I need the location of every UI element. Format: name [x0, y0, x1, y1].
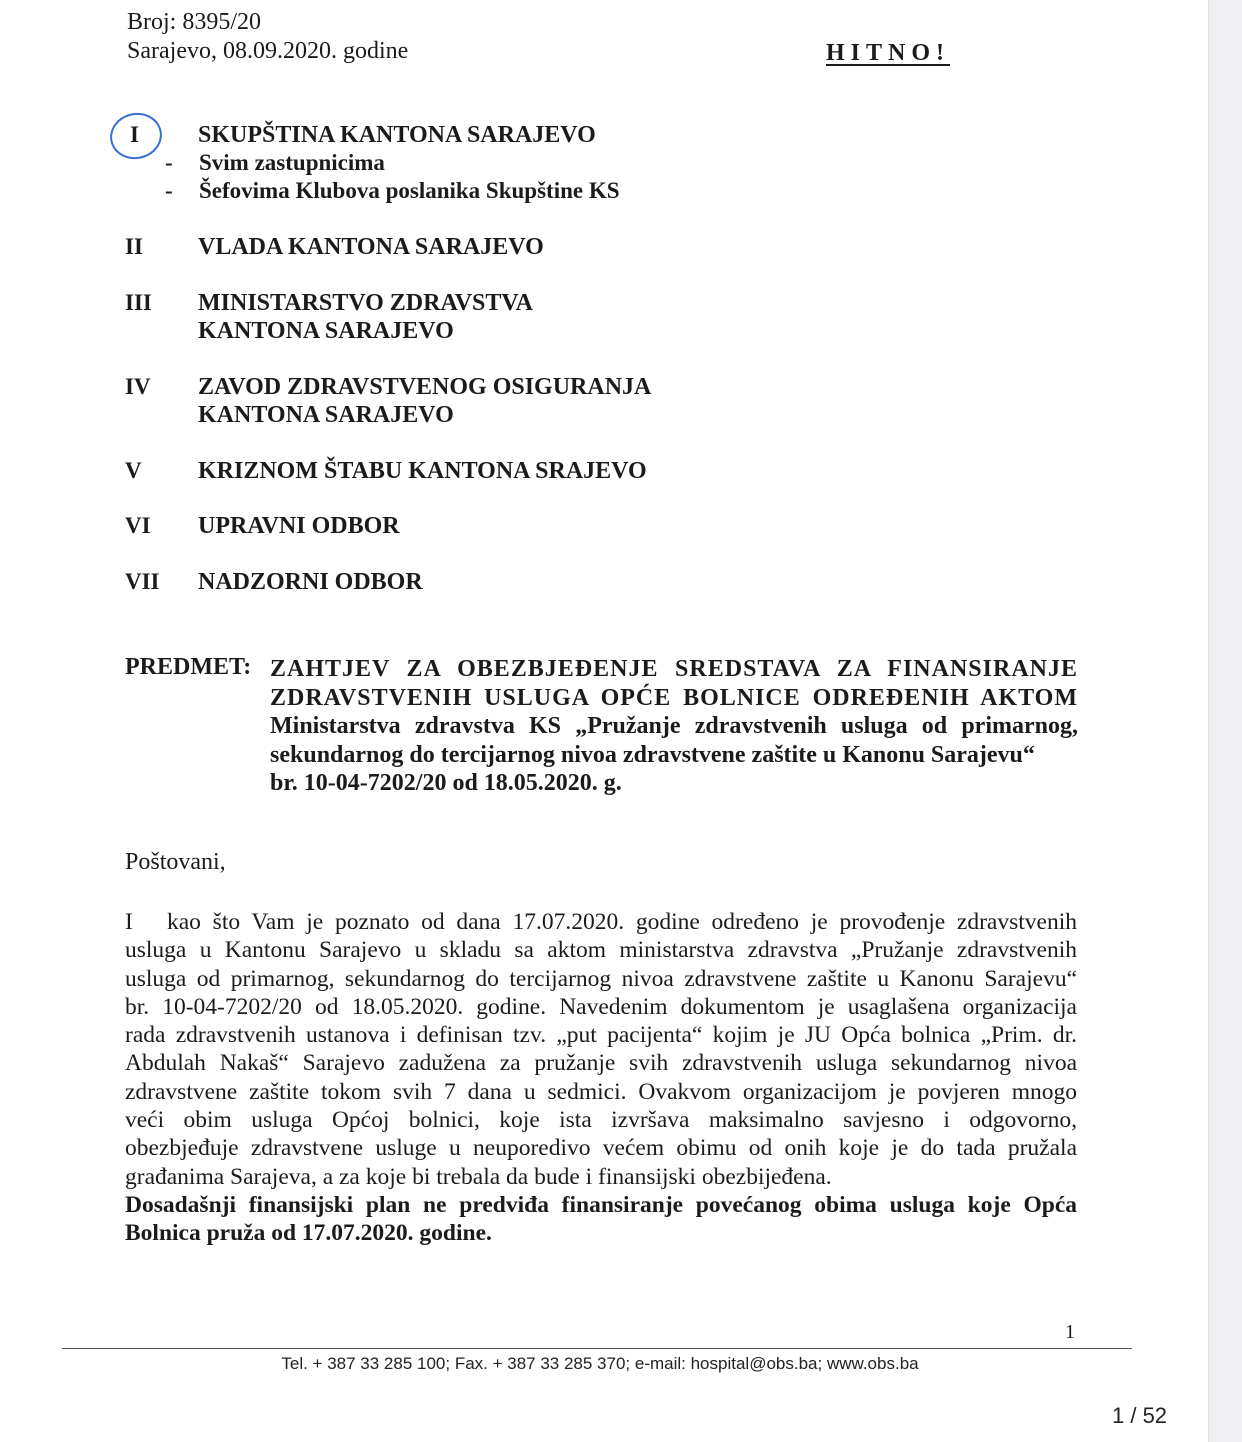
- body-bold-line: Bolnica pruža od 17.07.2020. godine.: [125, 1220, 492, 1247]
- recipient-number: VI: [125, 513, 151, 538]
- recipient-title: KRIZNOM ŠTABU KANTONA SRAJEVO: [198, 458, 647, 484]
- viewer-scrollbar[interactable]: [1208, 0, 1242, 1442]
- reference-number: Broj: 8395/20: [127, 9, 262, 35]
- body-line: I kao što Vam je poznato od dana 17.07.2020. godine određeno je provođenje zdravstvenih: [125, 909, 1077, 935]
- recipient-title: VLADA KANTONA SARAJEVO: [198, 234, 544, 260]
- subject-text: [270, 655, 1078, 798]
- footer-divider: [62, 1348, 1132, 1349]
- section-number: I: [125, 909, 133, 935]
- body-line: usluga od primarnog, sekundarnog do tercijarnog nivoa zdravstvene zaštite u Kanonu Sarajevu“: [125, 965, 1077, 992]
- body-bold-line: Dosadašnji finansijski plan ne predviđa finansiranje povećanog obima usluga koje Opća: [125, 1191, 1077, 1218]
- recipient-title: NADZORNI ODBOR: [198, 569, 423, 595]
- subject-line: ZDRAVSTVENIH USLUGA OPĆE BOLNICE ODREĐENIH AKTOM: [270, 684, 1078, 711]
- subject-label: PREDMET:: [125, 654, 252, 680]
- recipient-title: MINISTARSTVO ZDRAVSTVA: [198, 290, 533, 316]
- subject-line: br. 10-04-7202/20 od 18.05.2020. g.: [270, 770, 622, 796]
- body-line: veći obim usluga Općoj bolnici, koje ista izvršava maksimalno savjesno i odgovorno,: [125, 1107, 1077, 1134]
- recipient-number: V: [125, 458, 142, 483]
- recipient-title: UPRAVNI ODBOR: [198, 513, 400, 539]
- recipient-title: KANTONA SARAJEVO: [198, 402, 454, 428]
- body-line: usluga u Kantonu Sarajevo u skladu sa aktom ministarstva zdravstva „Pružanje zdravstvenih: [125, 937, 1077, 964]
- page-number: 1: [1065, 1321, 1075, 1343]
- place-date: Sarajevo, 08.09.2020. godine: [127, 38, 409, 64]
- greeting: Poštovani,: [125, 849, 226, 875]
- recipient-title: SKUPŠTINA KANTONA SARAJEVO: [198, 122, 596, 148]
- body-line: zdravstvene zaštite tokom svih 7 dana u sedmici. Ovakvom organizacijom je povjeren mnogo: [125, 1078, 1077, 1105]
- body-line: građanima Sarajeva, a za koje bi trebala da bude i finansijski obezbijeđena.: [125, 1163, 832, 1190]
- body-paragraph: [125, 908, 1077, 1248]
- document-page: Broj: 8395/20 Sarajevo, 08.09.2020. godine HITNO! I SKUPŠTINA KANTONA SARAJEVO - Svim zastupnicima - Šefovima Klubova poslanika Skupštine KS II VLADA KANTONA SARAJEVO III MINISTARSTVO ZDRAVSTVA KANTONA SARAJEVO IV ZAVOD ZDRAVSTVENOG OSIGURANJA KANTONA SARAJEVO V KRIZNOM ŠTABU KANTONA SRAJEVO VI UPRAVNI ODBOR VII NADZORNI ODBOR PREDMET: ZAHTJEV ZA OBEZBJEĐENJE SREDSTAVA ZA FINANSIRANJE ZDRAVSTVENIH USLUGA OPĆE BOLNICE ODREĐENIH AKTOM Ministarstva zdravstva KS „Pružanje zdravstvenih usluga od primarnog, sekundarnog do tercijarnog nivoa zdravstvene zaštite u Kanonu Sarajevu“ br. 10-04-7202/20 od 18.05.2020. g. Poštovani, I kao što Vam je poznato od dana 17.07.2020. godine određeno je provođenje zdravstvenih usluga u Kantonu Sarajevo u skladu sa aktom ministarstva zdravstva „Pružanje zdravstvenih usluga od primarnog, sekundarnog do tercijarnog nivoa zdravstvene zaštite u Kanonu Sarajevu“ br. 10-04-7202/20 od 18.05.2020. godine. Navedenim dokumentom je usaglašena organizacija rada zdravstvenih ustanova i definisan tzv. „put pacijenta“ kojim je JU Opća bolnica „Prim. dr. Abdulah Nakaš“ Sarajevo zadužena za pružanje svih zdravstvenih usluga sekundarnog nivoa zdravstvene zaštite tokom svih 7 dana u sedmici. Ovakvom organizacijom je povjeren mnogo veći obim usluga Općoj bolnici, koje ista izvršava maksimalno savjesno i odgovorno, obezbjeđuje zdravstvene usluge u neuporedivo većem obimu od onih koje je do tada pružala građanima Sarajeva, a za koje bi trebala da bude i finansijski obezbijeđena. Dosadašnji finansijski plan ne predviđa finansiranje povećanog obima usluga koje Opća Bolnica pruža od 17.07.2020. godine. 1 Tel. + 387 33 285 100; Fax. + 387 33 285 370; e-mail: hospital@obs.ba; www.obs.ba 1 / 52: [0, 0, 1208, 1442]
- body-line: br. 10-04-7202/20 od 18.05.2020. godine. Navedenim dokumentom je usaglašena organizacija: [125, 993, 1077, 1020]
- body-line: rada zdravstvenih ustanova i definisan tzv. „put pacijenta“ kojim je JU Opća bolnica „Prim. dr.: [125, 1022, 1077, 1049]
- recipient-number: III: [125, 290, 152, 315]
- recipient-number: IV: [125, 374, 151, 399]
- recipient-title: ZAVOD ZDRAVSTVENOG OSIGURANJA: [198, 374, 652, 400]
- urgent-label: HITNO!: [826, 40, 951, 66]
- body-line: obezbjeđuje zdravstvene usluge u neuporedivo većem obimu od onih koje je do tada pružala: [125, 1135, 1077, 1162]
- subject-line: sekundarnog do tercijarnog nivoa zdravstvene zaštite u Kanonu Sarajevu“: [270, 741, 1035, 768]
- recipient-number: I: [130, 122, 139, 147]
- recipient-number: II: [125, 234, 143, 259]
- recipient-number: VII: [125, 569, 160, 594]
- subject-line: ZAHTJEV ZA OBEZBJEĐENJE SREDSTAVA ZA FINANSIRANJE: [270, 656, 1078, 682]
- subject-line: Ministarstva zdravstva KS „Pružanje zdravstvenih usluga od primarnog,: [270, 713, 1078, 739]
- footer-contact: Tel. + 387 33 285 100; Fax. + 387 33 285 370; e-mail: hospital@obs.ba; www.obs.ba: [281, 1354, 919, 1373]
- page-counter: 1 / 52: [1112, 1403, 1168, 1428]
- recipient-title: KANTONA SARAJEVO: [198, 318, 454, 344]
- body-line: Abdulah Nakaš“ Sarajevo zadužena za pružanje svih zdravstvenih usluga sekundarnog nivoa: [125, 1050, 1077, 1077]
